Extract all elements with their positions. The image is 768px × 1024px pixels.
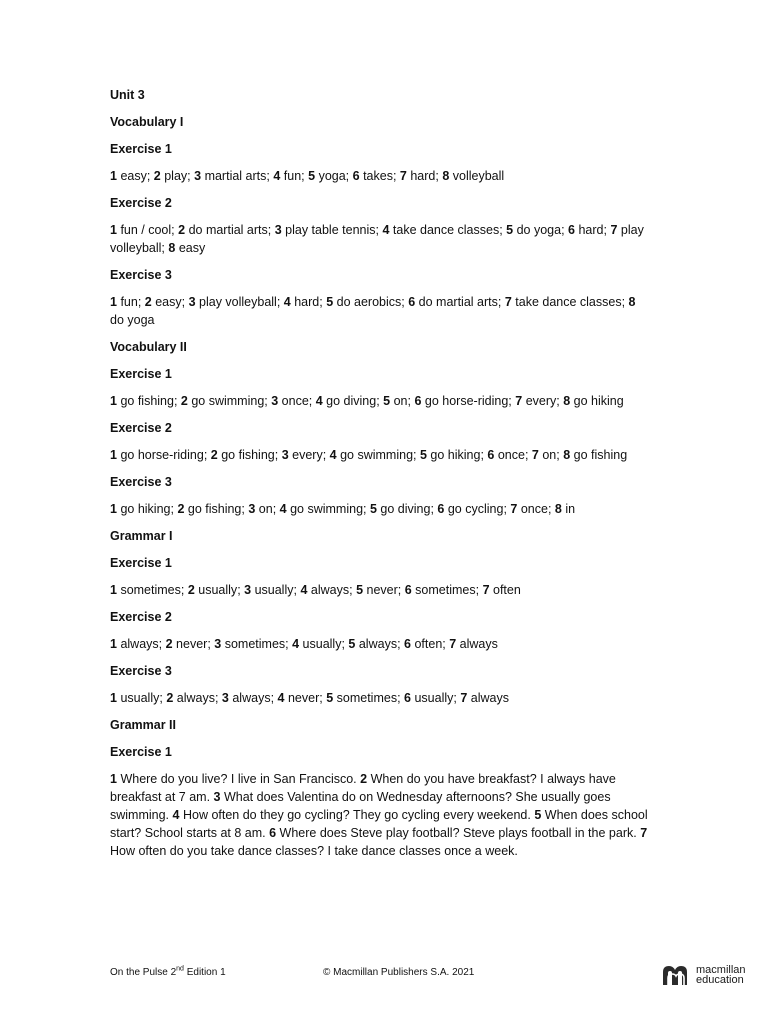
answer-text: go swimming <box>290 502 364 516</box>
answer-text: sometimes <box>120 583 181 597</box>
answer-number: 3 <box>248 502 256 516</box>
answer-number: 2 <box>153 169 161 183</box>
answer-number: 3 <box>214 637 222 651</box>
publisher-logo <box>662 963 746 987</box>
answer-number: 2 <box>210 448 218 462</box>
answer-number: 5 <box>326 691 334 705</box>
answer-text: takes <box>363 169 393 183</box>
answer-number: 2 <box>180 394 188 408</box>
answer-number: 3 <box>213 790 221 804</box>
answer-text: on <box>542 448 557 462</box>
publisher-logo-text <box>696 965 746 985</box>
answer-text: When do you have breakfast? I always have breakfast at 7 am. <box>110 772 616 804</box>
answer-text: go hiking <box>430 448 481 462</box>
answer-number: 2 <box>144 295 152 309</box>
section-heading: Exercise 3 <box>110 475 172 489</box>
answer-number: 5 <box>348 637 356 651</box>
footer-edition-ordinal: nd <box>176 965 184 973</box>
section-heading: Exercise 3 <box>110 664 172 678</box>
answer-text: sometimes <box>336 691 398 705</box>
answer-number: 1 <box>110 691 117 705</box>
answer-text: hard <box>294 295 320 309</box>
answer-text: fun <box>120 295 138 309</box>
footer-edition <box>110 966 226 980</box>
answer-line: 1 go fishing; 2 go swimming; 3 once; 4 go diving; 5 on; 6 go horse-riding; 7 every; 8 go hiking <box>110 394 624 408</box>
answer-text: go fishing <box>187 502 242 516</box>
answer-text: Where do you live? I live in San Francisco. <box>120 772 357 786</box>
answer-number: 6 <box>487 448 495 462</box>
answer-number: 3 <box>221 691 229 705</box>
answer-number: 5 <box>419 448 427 462</box>
answer-number: 3 <box>194 169 202 183</box>
answer-number: 5 <box>356 583 364 597</box>
section-heading: Grammar I <box>110 529 173 543</box>
answer-number: 1 <box>110 394 117 408</box>
answer-text: always <box>176 691 215 705</box>
section-heading: Unit 3 <box>110 88 145 102</box>
answer-text: yoga <box>318 169 346 183</box>
answer-number: 4 <box>277 691 285 705</box>
answer-text: go fishing <box>120 394 174 408</box>
section-heading: Vocabulary II <box>110 340 187 354</box>
answer-number: 4 <box>382 223 390 237</box>
footer-edition-title: On the Pulse 2 <box>110 967 177 978</box>
answer-text: sometimes <box>415 583 476 597</box>
answer-text: every <box>292 448 323 462</box>
answer-number: 2 <box>360 772 368 786</box>
answer-number: 8 <box>554 502 562 516</box>
answer-text: take dance classes <box>392 223 500 237</box>
answer-text: go hiking <box>120 502 171 516</box>
answer-number: 3 <box>281 448 289 462</box>
section-heading: Vocabulary I <box>110 115 184 129</box>
answer-number: 1 <box>110 295 117 309</box>
section-heading: Exercise 1 <box>110 745 172 759</box>
answer-text: every <box>525 394 557 408</box>
answer-text: never <box>366 583 398 597</box>
answer-number: 6 <box>269 826 277 840</box>
answer-text: do yoga <box>110 313 155 327</box>
answer-text: often <box>493 583 521 597</box>
answer-text: do yoga <box>516 223 562 237</box>
answer-number: 6 <box>568 223 575 237</box>
answer-line: 1 fun / cool; 2 do martial arts; 3 play table tennis; 4 take dance classes; 5 do yoga; 6 hard; 7 play volleyball; 8 easy <box>110 223 644 255</box>
answer-text: go swimming <box>191 394 265 408</box>
answer-number: 6 <box>414 394 422 408</box>
answer-text: sometimes <box>224 637 286 651</box>
answer-number: 3 <box>271 394 279 408</box>
answer-text: always <box>470 691 509 705</box>
answer-text: hard <box>578 223 604 237</box>
answer-line: 1 fun; 2 easy; 3 play volleyball; 4 hard; 5 do aerobics; 6 do martial arts; 7 take dance classes; 8 do yoga <box>110 295 636 327</box>
answer-text: always <box>120 637 159 651</box>
answer-text: do martial arts <box>418 295 498 309</box>
answer-number: 4 <box>279 502 287 516</box>
answer-line: 1 go horse-riding; 2 go fishing; 3 every; 4 go swimming; 5 go hiking; 6 once; 7 on; 8 go fishing <box>110 448 628 462</box>
answer-number: 5 <box>326 295 334 309</box>
answer-text: often <box>414 637 443 651</box>
answer-number: 2 <box>187 583 195 597</box>
answer-text: usually <box>198 583 238 597</box>
answer-text: once <box>281 394 309 408</box>
answer-number: 3 <box>244 583 252 597</box>
answer-line: 1 usually; 2 always; 3 always; 4 never; 5 sometimes; 6 usually; 7 always <box>110 691 509 705</box>
answer-number: 1 <box>110 637 117 651</box>
answer-number: 3 <box>188 295 196 309</box>
answer-number: 5 <box>506 223 514 237</box>
answer-number: 3 <box>274 223 282 237</box>
answer-number: 7 <box>531 448 539 462</box>
answer-text: always <box>459 637 498 651</box>
section-heading: Exercise 2 <box>110 196 172 210</box>
answer-text: usually <box>120 691 160 705</box>
section-heading: Exercise 3 <box>110 268 172 282</box>
section-heading: Exercise 2 <box>110 421 172 435</box>
answer-text: on <box>393 394 408 408</box>
answer-number: 4 <box>283 295 291 309</box>
answer-text: play volleyball <box>199 295 277 309</box>
answer-text: go fishing <box>221 448 275 462</box>
answer-number: 7 <box>460 691 468 705</box>
answer-number: 7 <box>510 502 518 516</box>
answer-number: 4 <box>329 448 337 462</box>
answer-number: 7 <box>610 223 618 237</box>
answer-paragraph <box>110 770 650 860</box>
answer-number: 6 <box>352 169 360 183</box>
answer-text: fun / cool <box>120 223 172 237</box>
answer-number: 5 <box>308 169 316 183</box>
answer-line: 1 always; 2 never; 3 sometimes; 4 usually; 5 always; 6 often; 7 always <box>110 637 498 651</box>
section-heading: Exercise 1 <box>110 142 172 156</box>
answer-number: 6 <box>437 502 445 516</box>
answer-text: play volleyball <box>110 223 644 255</box>
answer-text: usually <box>254 583 294 597</box>
footer-edition-suffix: Edition 1 <box>183 967 226 978</box>
answer-text: How often do you take dance classes? I take dance classes once a week. <box>110 844 518 858</box>
section-heading: Exercise 1 <box>110 367 172 381</box>
answer-number: 4 <box>292 637 300 651</box>
answer-text: always <box>358 637 398 651</box>
answer-number: 1 <box>110 223 117 237</box>
answer-text: on <box>258 502 273 516</box>
answer-key-content <box>110 86 650 869</box>
macmillan-m-icon <box>662 963 692 987</box>
answer-number: 8 <box>442 169 450 183</box>
answer-number: 5 <box>369 502 377 516</box>
answer-number: 6 <box>404 583 412 597</box>
answer-text: easy <box>155 295 182 309</box>
answer-text: go horse-riding <box>120 448 204 462</box>
answer-text: hard <box>410 169 436 183</box>
answer-number: 8 <box>563 448 571 462</box>
answer-line: 1 easy; 2 play; 3 martial arts; 4 fun; 5 yoga; 6 takes; 7 hard; 8 volleyball <box>110 169 505 183</box>
answer-text: Where does Steve play football? Steve plays football in the park. <box>279 826 637 840</box>
answer-text: in <box>565 502 576 516</box>
answer-text: fun <box>283 169 302 183</box>
answer-text: go swimming <box>340 448 414 462</box>
answer-text: How often do they go cycling? They go cycling every weekend. <box>182 808 531 822</box>
answer-line: 1 sometimes; 2 usually; 3 usually; 4 always; 5 never; 6 sometimes; 7 often <box>110 583 521 597</box>
answer-number: 4 <box>315 394 323 408</box>
answer-number: 1 <box>110 583 117 597</box>
answer-text: easy <box>178 241 206 255</box>
answer-text: once <box>520 502 548 516</box>
answer-line: 1 go hiking; 2 go fishing; 3 on; 4 go swimming; 5 go diving; 6 go cycling; 7 once; 8 in <box>110 502 576 516</box>
answer-text: go fishing <box>573 448 628 462</box>
answer-number: 1 <box>110 169 117 183</box>
answer-text: never <box>287 691 320 705</box>
answer-number: 8 <box>563 394 571 408</box>
answer-number: 4 <box>273 169 281 183</box>
answer-text: take dance classes <box>515 295 622 309</box>
answer-text: go diving <box>326 394 377 408</box>
answer-text: go hiking <box>573 394 624 408</box>
answer-number: 2 <box>165 637 173 651</box>
answer-text: play table tennis <box>285 223 376 237</box>
answer-text: What does Valentina do on Wednesday afternoons? She usually goes swimming. <box>110 790 611 822</box>
answer-text: go diving <box>380 502 431 516</box>
section-heading: Exercise 1 <box>110 556 172 570</box>
answer-text: volleyball <box>452 169 505 183</box>
answer-text: go cycling <box>447 502 504 516</box>
answer-text: always <box>232 691 271 705</box>
answer-number: 5 <box>383 394 391 408</box>
answer-text: usually <box>414 691 454 705</box>
answer-text: do aerobics <box>336 295 402 309</box>
answer-number: 6 <box>404 691 411 705</box>
answer-number: 2 <box>166 691 174 705</box>
answer-number: 7 <box>640 826 648 840</box>
answer-number: 7 <box>449 637 457 651</box>
section-heading: Exercise 2 <box>110 610 172 624</box>
answer-number: 2 <box>178 223 186 237</box>
section-heading: Grammar II <box>110 718 177 732</box>
answer-text: always <box>310 583 350 597</box>
logo-line-1: macmillan <box>696 964 746 976</box>
answer-number: 5 <box>534 808 542 822</box>
answer-number: 4 <box>300 583 308 597</box>
answer-number: 4 <box>172 808 180 822</box>
answer-text: martial arts <box>204 169 267 183</box>
answer-text: do martial arts <box>188 223 268 237</box>
logo-line-2: education <box>696 974 744 986</box>
answer-number: 1 <box>110 448 117 462</box>
answer-number: 7 <box>399 169 407 183</box>
answer-number: 1 <box>110 502 117 516</box>
answer-text: easy <box>120 169 147 183</box>
answer-number: 1 <box>110 772 117 786</box>
answer-number: 2 <box>177 502 185 516</box>
answer-number: 6 <box>404 637 411 651</box>
answer-text: go horse-riding <box>424 394 509 408</box>
answer-number: 8 <box>168 241 176 255</box>
answer-text: When does school start? School starts at 8 am. <box>110 808 648 840</box>
answer-text: never <box>176 637 208 651</box>
answer-text: usually <box>302 637 342 651</box>
footer-copyright: © Macmillan Publishers S.A. 2021 <box>323 967 475 978</box>
answer-number: 8 <box>628 295 636 309</box>
answer-number: 7 <box>504 295 512 309</box>
answer-number: 6 <box>408 295 416 309</box>
answer-text: play <box>164 169 188 183</box>
answer-text: once <box>497 448 525 462</box>
answer-number: 7 <box>515 394 523 408</box>
answer-number: 7 <box>482 583 490 597</box>
